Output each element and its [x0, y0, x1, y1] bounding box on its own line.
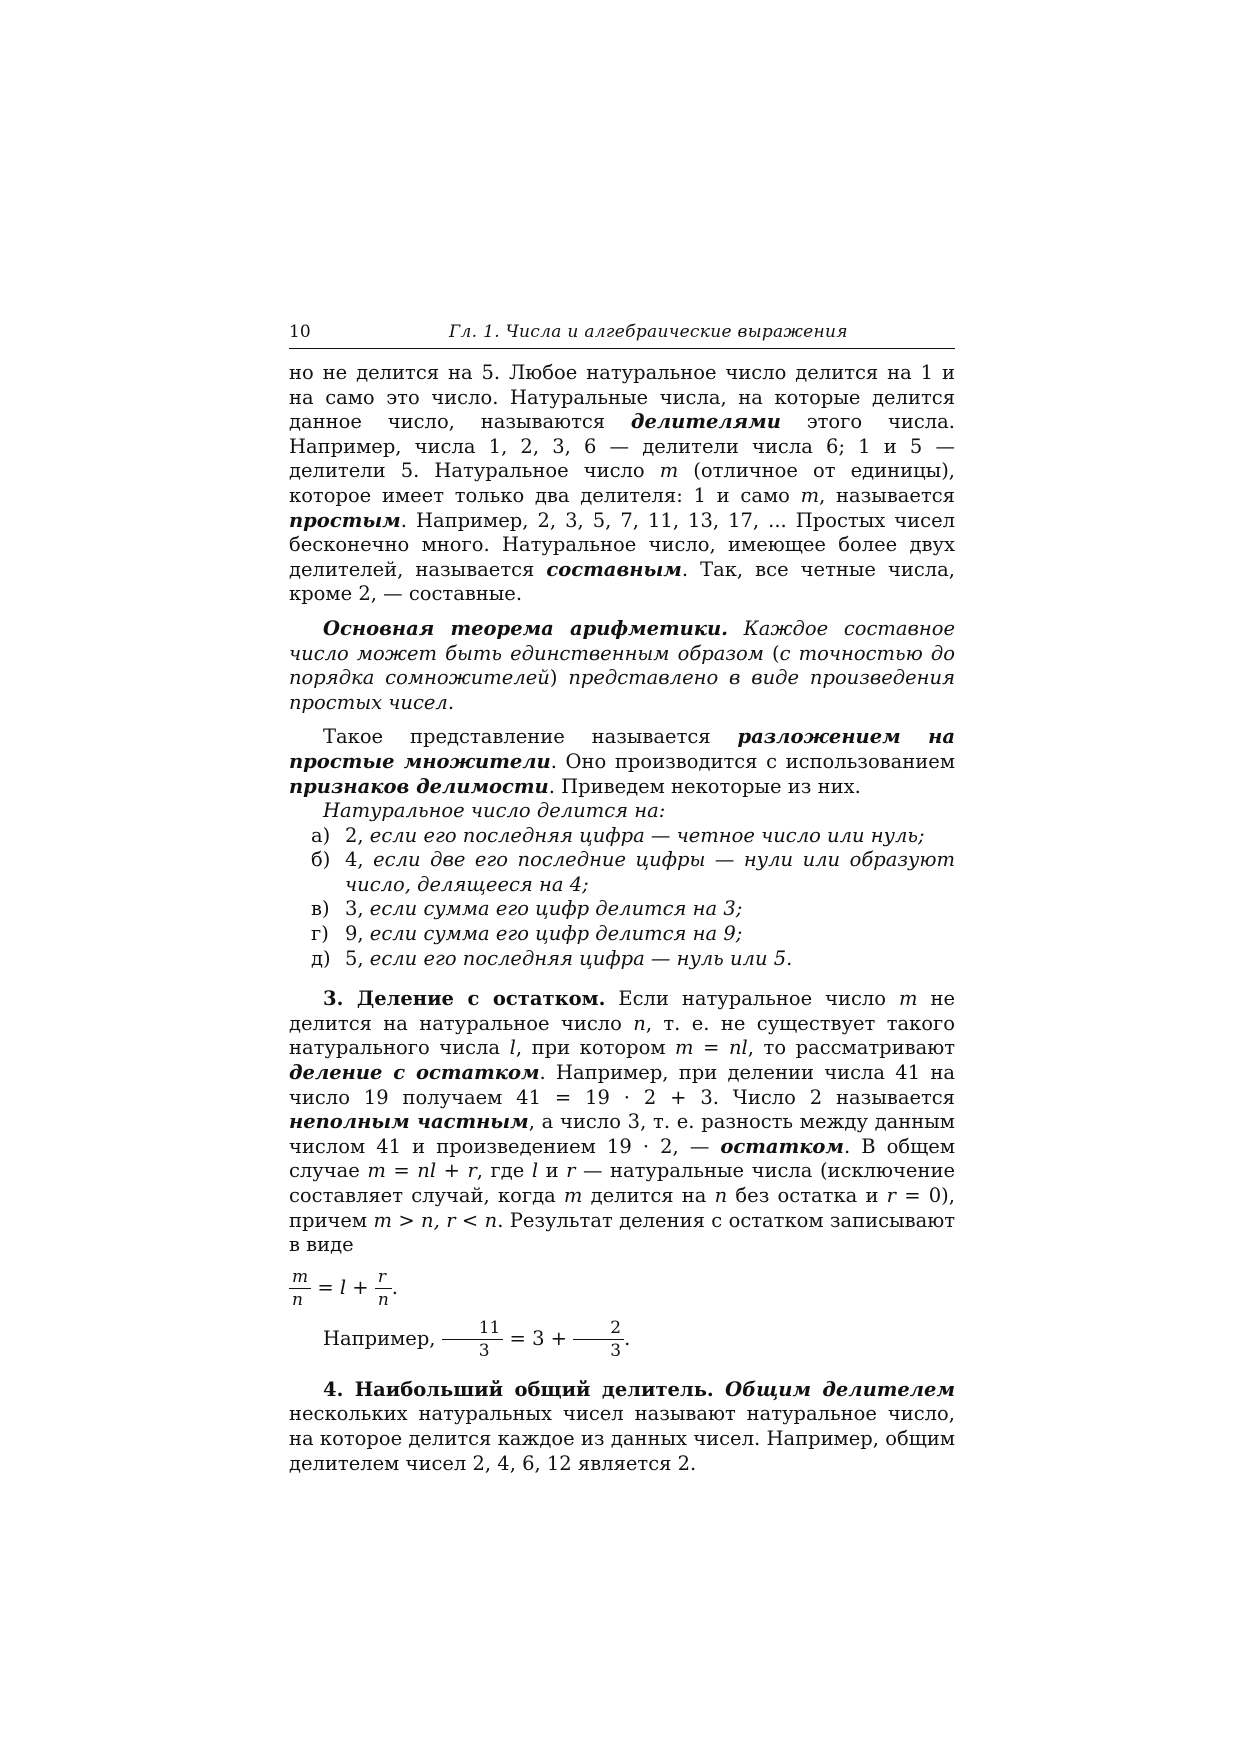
- term-common-divisor: Общим делителем: [713, 1377, 956, 1401]
- fraction: [573, 1317, 624, 1362]
- text: Например,: [323, 1326, 442, 1350]
- text: . Результат деления с остатком записывают в виде: [289, 1208, 955, 1257]
- math-var: r: [886, 1184, 896, 1207]
- math-expr: m > n, r < n: [373, 1208, 498, 1232]
- math-var: n: [714, 1184, 728, 1207]
- page-body: [289, 361, 955, 1476]
- text: . Так, все четные числа, кроме 2, — составные.: [289, 557, 956, 606]
- theorem: [289, 617, 955, 715]
- text: но не делится на 5. Любое натуральное число делится на 1 и на само это число. Натуральные числа, на которые делится данное число, называются: [289, 361, 955, 434]
- fraction: [289, 1266, 311, 1311]
- section-gcd: [289, 1378, 955, 1476]
- term-quotient: неполным частным: [289, 1110, 529, 1134]
- formula-division: [289, 1266, 955, 1311]
- section-division-with-remainder: [289, 987, 955, 1258]
- text: . Например, при делении числа 41 на число 19 получаем 41 = 19 · 2 + 3. Число 2 называется: [289, 1061, 955, 1109]
- section-heading: 3. Деление с остатком.: [323, 987, 606, 1011]
- term-factorization: разложением на простые множители: [289, 725, 955, 773]
- paragraph-factorization: [289, 725, 955, 799]
- numerator: 11: [442, 1317, 504, 1340]
- text: (отличное от единицы), которое имеет только два делителя: 1 и само: [289, 459, 955, 507]
- section-heading: 4. Наибольший общий делитель.: [323, 1377, 714, 1401]
- math-var: n: [633, 1011, 646, 1035]
- text: 9,: [345, 922, 364, 946]
- text: Если натуральное число: [605, 987, 899, 1011]
- theorem-text: с точностью до порядка сомножителей: [289, 641, 956, 690]
- text: ): [549, 666, 558, 690]
- paragraph-divisors: [289, 361, 955, 607]
- text: если сумма его цифр делится на 3;: [363, 897, 743, 921]
- text: 3,: [345, 897, 364, 921]
- numerator: 2: [573, 1317, 624, 1340]
- list-item: [289, 947, 955, 972]
- term-composite: составным: [546, 557, 682, 581]
- book-page: [289, 318, 955, 1476]
- list-item: [289, 897, 955, 922]
- text: , т. е. не существует такого натурального числа: [289, 1011, 955, 1060]
- fraction: [375, 1266, 392, 1311]
- list-item: [289, 848, 955, 897]
- text: . Например, 2, 3, 5, 7, 11, 13, 17, ... Простых чисел бесконечно много. Натуральное число, имеющее более двух делителей, называется: [289, 508, 955, 581]
- text: .: [624, 1326, 631, 1350]
- fraction: [442, 1317, 504, 1362]
- text: = 0), причем: [289, 1184, 955, 1232]
- term-divisors: делителями: [630, 410, 781, 434]
- text: , называется: [819, 483, 955, 507]
- math-var: l: [509, 1036, 516, 1060]
- text: если две его последние цифры — нули или образуют число, делящееся на 4;: [345, 848, 955, 896]
- text: не делится на натуральное число: [289, 987, 955, 1035]
- math-expr: m = nl: [675, 1036, 748, 1060]
- list-marker: г): [311, 922, 329, 946]
- theorem-text: представлено в виде произведения простых чисел.: [289, 666, 955, 714]
- criteria-intro: Натуральное число делится на:: [323, 799, 666, 823]
- theorem-text: Каждое составное число может быть единственным образом: [289, 616, 955, 665]
- criteria-list: [289, 824, 955, 972]
- math-var: m: [899, 987, 918, 1011]
- list-item: [289, 824, 955, 849]
- text: , где: [476, 1159, 532, 1183]
- term-prime: простым: [289, 508, 401, 532]
- text: делится на: [582, 1184, 715, 1207]
- list-marker: в): [311, 897, 330, 921]
- list-marker: а): [311, 823, 331, 847]
- term-division-remainder: деление с остатком: [289, 1061, 540, 1085]
- list-marker: д): [311, 946, 331, 970]
- running-title: Гл. 1. Числа и алгебраические выражения: [449, 322, 848, 342]
- denominator: n: [292, 1289, 303, 1310]
- math-expr: = l +: [311, 1275, 375, 1299]
- denominator: 3: [478, 1340, 490, 1361]
- denominator: n: [377, 1289, 389, 1310]
- text: и: [538, 1159, 567, 1183]
- math-expr: = 3 +: [503, 1326, 574, 1350]
- example-division: [289, 1317, 955, 1362]
- page-number: 10: [289, 322, 311, 342]
- text: этого числа. Например, числа 1, 2, 3, 6 — делители числа 6; 1 и 5 — делители 5. Натуральное число: [289, 410, 955, 483]
- math-var: m: [563, 1184, 583, 1207]
- math-var: m: [800, 483, 820, 507]
- text: . В общем случае: [289, 1134, 955, 1183]
- numerator: r: [375, 1266, 392, 1289]
- text: если его последняя цифра — четное число или нуль;: [363, 823, 925, 847]
- text: . Оно производится с использованием: [550, 749, 955, 773]
- text: без остатка и: [727, 1184, 887, 1207]
- text: . Приведем некоторые из них.: [548, 774, 861, 798]
- text: , то рассматривают: [747, 1036, 955, 1060]
- math-var: m: [659, 459, 679, 483]
- list-item: [289, 922, 955, 947]
- text: , а число 3, т. е. разность между данным числом 41 и произведением 19 · 2, —: [289, 1110, 955, 1158]
- text: 5,: [345, 946, 364, 970]
- theorem-title: Основная теорема арифметики.: [323, 616, 728, 640]
- page-header: [289, 318, 955, 349]
- math-expr: m = nl + r: [367, 1159, 477, 1183]
- text: если его последняя цифра — нуль или 5.: [363, 946, 793, 970]
- text: нескольких натуральных чисел называют натуральное число, на которое делится каждое из данных чисел. Например, общим делителем чисел 2, 4, 6, 12 является 2.: [289, 1402, 955, 1475]
- term-divisibility: признаков делимости: [289, 774, 549, 798]
- text: .: [391, 1275, 398, 1299]
- numerator: m: [289, 1266, 311, 1289]
- text: 2,: [345, 823, 364, 847]
- text: Такое представление называется: [323, 725, 738, 749]
- list-marker: б): [311, 848, 331, 872]
- text: (: [772, 641, 780, 665]
- denominator: 3: [610, 1340, 622, 1361]
- term-remainder: остатком: [720, 1134, 844, 1158]
- math-var: r: [566, 1159, 576, 1183]
- math-var: l: [531, 1159, 539, 1183]
- text: — натуральные числа (исключение составляет случай, когда: [289, 1159, 955, 1207]
- text: если сумма его цифр делится на 9;: [363, 922, 743, 946]
- text: , при котором: [515, 1036, 676, 1060]
- text: 4,: [345, 848, 364, 872]
